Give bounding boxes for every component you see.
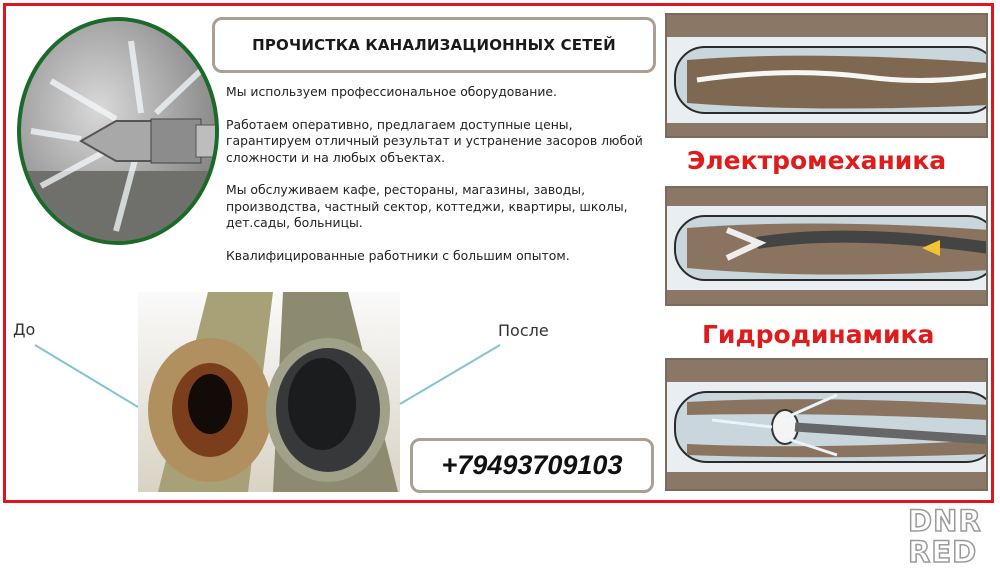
- paragraph: Работаем оперативно, предлагаем доступные цены, гарантируем отличный результат и устранение засоров любой сложности и на любых объектах.: [226, 116, 643, 165]
- title-box: [212, 17, 656, 73]
- page-title: ПРОЧИСТКА КАНАЛИЗАЦИОННЫХ СЕТЕЙ: [252, 36, 616, 54]
- paragraph: Квалифицированные работники с большим опытом.: [226, 247, 570, 263]
- method-hydrodynamic: Гидродинамика: [702, 320, 935, 349]
- method-electromechanical: Электромеханика: [687, 146, 947, 175]
- nozzle-photo: [17, 17, 219, 245]
- pipe-clog-illustration: [665, 13, 988, 138]
- watermark-line2: RED: [908, 535, 978, 569]
- hydrodynamic-illustration: [665, 358, 988, 491]
- electromechanical-drawing: [667, 188, 988, 306]
- label-before: До: [13, 320, 36, 339]
- paragraph: Мы обслуживаем кафе, рестораны, магазины, заводы, производства, частный сектор, коттеджи, квартиры, школы, дет.сады, больницы.: [226, 182, 628, 230]
- description: [226, 84, 646, 280]
- pipes-illustration: [138, 292, 400, 492]
- pipe-clog-drawing: [667, 15, 988, 138]
- hydrodynamic-drawing: [667, 360, 988, 491]
- phone-number[interactable]: +79493709103: [441, 450, 623, 480]
- watermark-line1: DNR: [908, 504, 982, 538]
- nozzle-illustration: [21, 21, 219, 245]
- phone-box: [410, 438, 654, 493]
- electromechanical-illustration: [665, 186, 988, 306]
- paragraph: Мы используем профессиональное оборудование.: [226, 84, 557, 99]
- pipes-before-after-photo: [138, 292, 400, 492]
- label-after: После: [498, 321, 549, 340]
